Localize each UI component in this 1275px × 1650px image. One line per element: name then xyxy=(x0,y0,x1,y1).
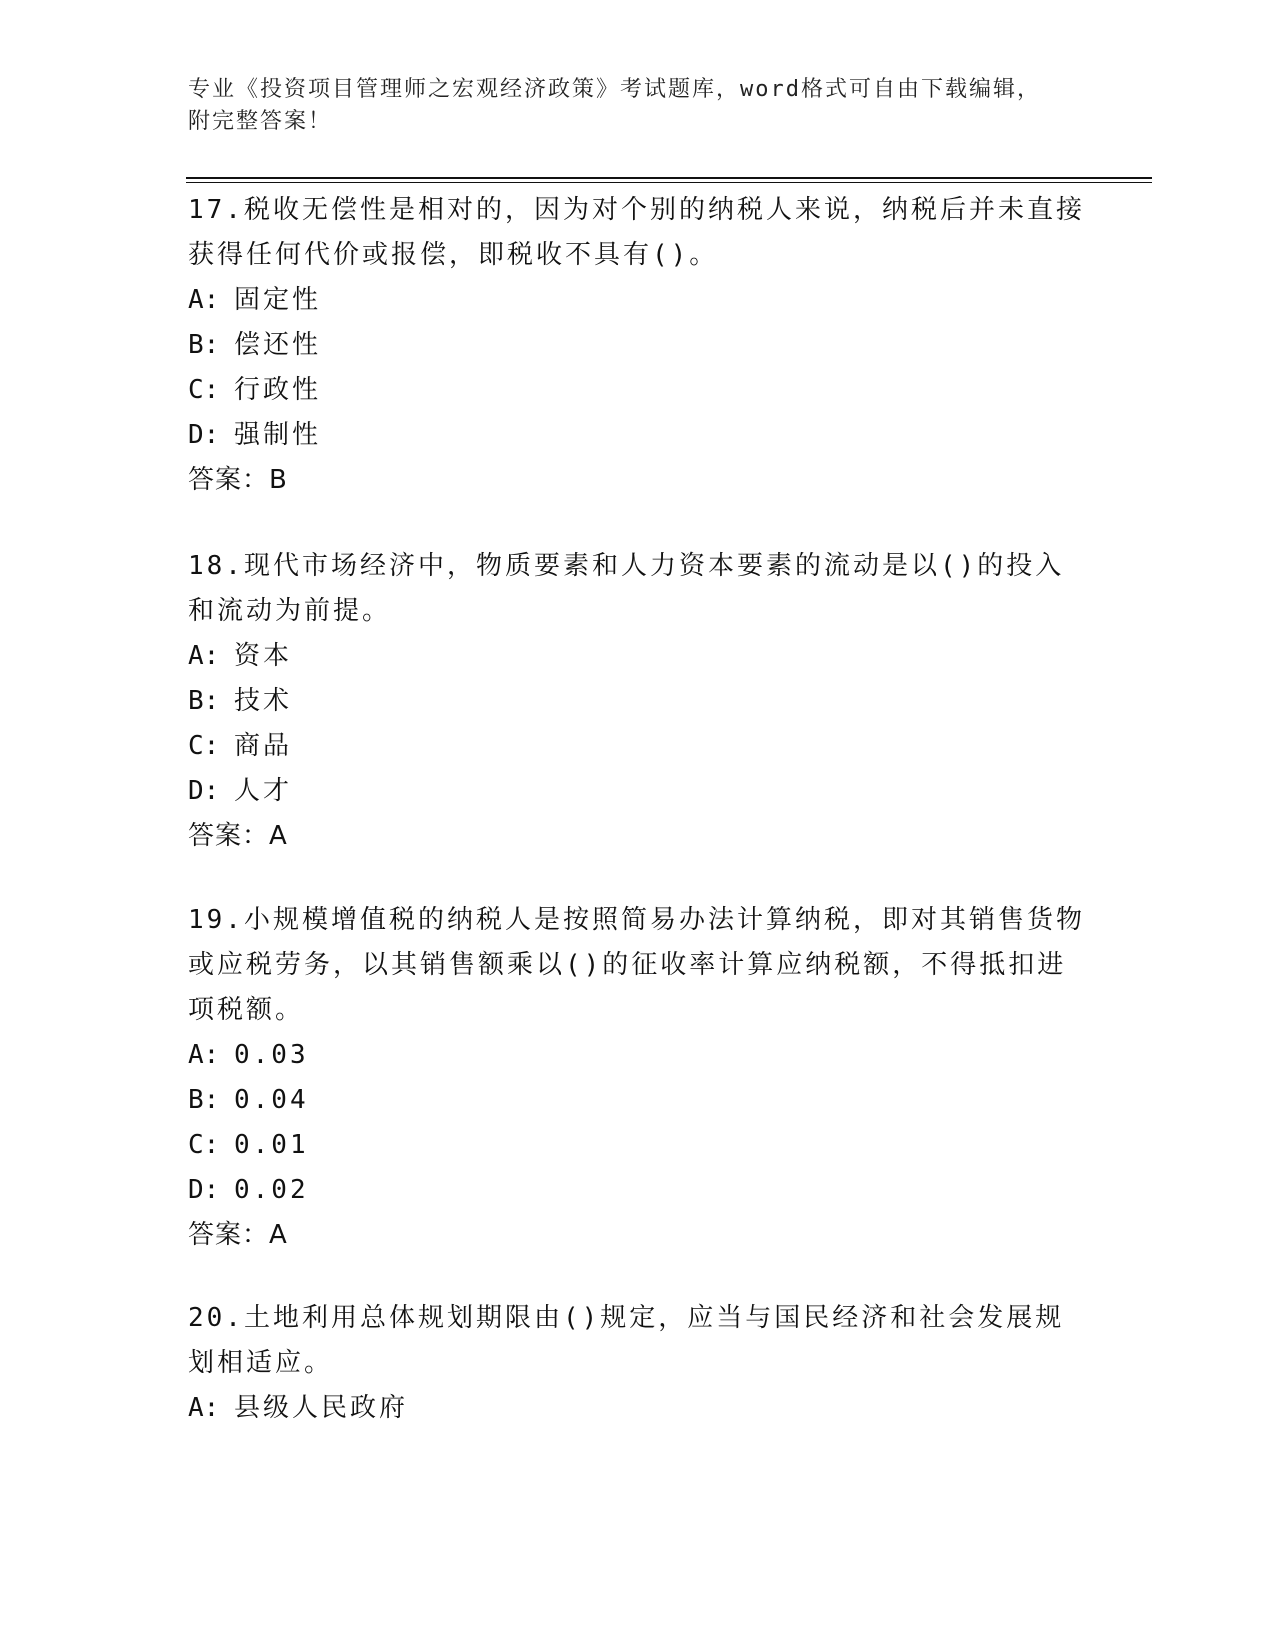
question-18 xyxy=(188,544,1088,859)
option-letter: A: xyxy=(188,1040,220,1070)
option-c xyxy=(188,368,1088,413)
option-d xyxy=(188,1168,1088,1213)
answer: 答案：B xyxy=(188,465,288,495)
document-header xyxy=(188,74,1068,138)
option-text: 0.03 xyxy=(234,1040,309,1070)
option-letter: A: xyxy=(188,1393,220,1423)
header-divider-thick xyxy=(186,177,1152,179)
option-letter: C: xyxy=(188,1130,220,1160)
question-stem: 20.土地利用总体规划期限由()规定，应当与国民经济和社会发展规划相适应。 xyxy=(188,1303,1065,1378)
question-stem: 17.税收无偿性是相对的，因为对个别的纳税人来说，纳税后并未直接获得任何代价或报偿，即税收不具有()。 xyxy=(188,195,1085,270)
header-line-1: 专业《投资项目管理师之宏观经济政策》考试题库，word格式可自由下载编辑， xyxy=(188,77,1041,102)
option-text: 资本 xyxy=(234,641,293,671)
answer: 答案：A xyxy=(188,1220,288,1250)
question-stem: 19.小规模增值税的纳税人是按照简易办法计算纳税，即对其销售货物或应税劳务，以其销售额乘以()的征收率计算应纳税额，不得抵扣进项税额。 xyxy=(188,905,1085,1025)
question-19 xyxy=(188,898,1088,1258)
question-17 xyxy=(188,188,1088,503)
option-text: 商品 xyxy=(234,731,293,761)
option-b xyxy=(188,679,1088,724)
option-a xyxy=(188,278,1088,323)
answer: 答案：A xyxy=(188,821,288,851)
option-d xyxy=(188,769,1088,814)
header-line-2: 附完整答案！ xyxy=(188,109,333,134)
option-letter: D: xyxy=(188,420,220,450)
option-text: 技术 xyxy=(234,686,293,716)
option-text: 固定性 xyxy=(234,285,322,315)
option-c xyxy=(188,724,1088,769)
option-a xyxy=(188,1033,1088,1078)
option-letter: A: xyxy=(188,285,220,315)
option-text: 县级人民政府 xyxy=(234,1393,409,1423)
option-letter: D: xyxy=(188,776,220,806)
option-a xyxy=(188,1386,1088,1431)
question-20 xyxy=(188,1296,1088,1431)
option-letter: C: xyxy=(188,731,220,761)
option-letter: B: xyxy=(188,330,220,360)
option-b xyxy=(188,323,1088,368)
option-text: 人才 xyxy=(234,776,293,806)
option-a xyxy=(188,634,1088,679)
option-letter: B: xyxy=(188,686,220,716)
question-stem: 18.现代市场经济中，物质要素和人力资本要素的流动是以()的投入和流动为前提。 xyxy=(188,551,1065,626)
option-text: 0.01 xyxy=(234,1130,309,1160)
option-c xyxy=(188,1123,1088,1168)
option-text: 0.04 xyxy=(234,1085,309,1115)
option-letter: C: xyxy=(188,375,220,405)
option-text: 0.02 xyxy=(234,1175,309,1205)
option-text: 偿还性 xyxy=(234,330,322,360)
header-divider-thin xyxy=(186,182,1152,183)
option-d xyxy=(188,413,1088,458)
option-b xyxy=(188,1078,1088,1123)
option-letter: A: xyxy=(188,641,220,671)
option-text: 行政性 xyxy=(234,375,322,405)
option-letter: D: xyxy=(188,1175,220,1205)
option-text: 强制性 xyxy=(234,420,322,450)
option-letter: B: xyxy=(188,1085,220,1115)
